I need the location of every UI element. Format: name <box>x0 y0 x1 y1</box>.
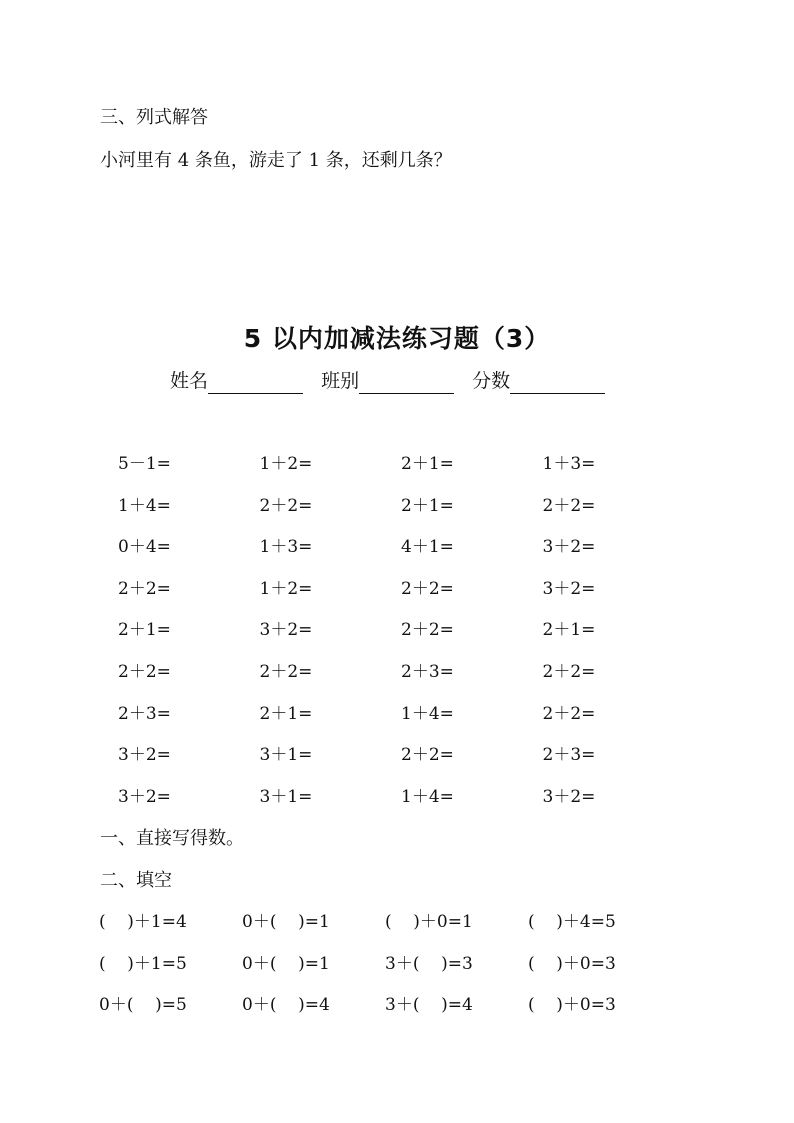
name-field <box>170 368 303 394</box>
calc-item: 2＋2= <box>401 620 454 641</box>
calculation-grid <box>118 453 684 827</box>
calc-item: 4＋1= <box>401 537 454 558</box>
calc-item: 3＋2= <box>542 578 596 599</box>
calc-item: 2＋2= <box>118 661 171 682</box>
calc-item: 2＋2= <box>401 578 454 599</box>
fill-item: 0＋( )=4 <box>242 995 330 1015</box>
word-problem: 小河里有 4 条鱼，游走了 1 条，还剩几条？ <box>100 150 452 171</box>
fill-item: ( )＋0=3 <box>528 953 616 974</box>
calc-item: 2＋2= <box>542 495 596 516</box>
calc-item: 3＋2= <box>542 537 596 558</box>
calc-row <box>118 619 684 661</box>
name-blank[interactable] <box>208 373 303 394</box>
calc-item: 3＋2= <box>259 620 313 641</box>
calc-item: 2＋2= <box>259 495 313 516</box>
calc-item: 2＋2= <box>542 703 596 724</box>
section-three-heading: 三、列式解答 <box>100 107 208 128</box>
calc-row <box>118 453 684 495</box>
calc-item: 5－1= <box>118 454 171 474</box>
calc-item: 1＋3= <box>542 454 596 474</box>
calc-item: 2＋2= <box>118 578 171 599</box>
calc-item: 1＋4= <box>401 786 454 807</box>
student-info-line <box>170 368 617 394</box>
calc-row <box>118 786 684 828</box>
fill-item: ( )＋1=5 <box>99 953 187 974</box>
fill-item: 0＋( )=1 <box>242 953 330 974</box>
calc-item: 2＋3= <box>118 703 171 724</box>
class-field <box>321 368 454 394</box>
calc-item: 3＋2= <box>118 745 171 766</box>
worksheet-title: 5 以内加减法练习题（3） <box>243 324 551 353</box>
section-one-heading: 一、直接写得数。 <box>100 828 244 849</box>
calc-item: 2＋1= <box>401 495 454 516</box>
fill-row <box>99 911 671 953</box>
calc-item: 2＋2= <box>401 745 454 766</box>
fill-item: 3＋( )=4 <box>385 995 473 1015</box>
calc-row <box>118 578 684 620</box>
fill-row <box>99 953 671 995</box>
score-label: 分数 <box>472 370 511 392</box>
class-blank[interactable] <box>359 373 454 394</box>
score-blank[interactable] <box>510 373 605 394</box>
calc-item: 2＋1= <box>401 454 454 474</box>
calc-row <box>118 536 684 578</box>
calc-row <box>118 703 684 745</box>
calc-item: 0＋4= <box>118 537 171 558</box>
fill-item: ( )＋0=1 <box>385 912 473 932</box>
calc-item: 2＋1= <box>542 620 596 641</box>
calc-item: 2＋1= <box>259 703 313 724</box>
calc-item: 2＋2= <box>542 661 596 682</box>
calc-item: 2＋2= <box>259 661 313 682</box>
fill-item: ( )＋0=3 <box>528 995 616 1015</box>
fill-in-grid <box>99 911 671 1036</box>
calc-row <box>118 661 684 703</box>
calc-item: 3＋1= <box>259 745 313 766</box>
calc-item: 1＋3= <box>259 537 313 558</box>
calc-item: 1＋4= <box>118 495 171 516</box>
calc-item: 2＋3= <box>542 745 596 766</box>
fill-item: 3＋( )=3 <box>385 953 473 974</box>
calc-item: 2＋1= <box>118 620 171 641</box>
calc-row <box>118 495 684 537</box>
calc-item: 1＋4= <box>401 703 454 724</box>
class-label: 班别 <box>321 370 360 392</box>
fill-item: ( )＋4=5 <box>528 912 616 932</box>
name-label: 姓名 <box>170 370 209 392</box>
calc-item: 1＋2= <box>259 454 313 474</box>
calc-item: 3＋2= <box>118 786 171 807</box>
fill-item: 0＋( )=1 <box>242 912 330 932</box>
score-field <box>472 368 605 394</box>
calc-item: 2＋3= <box>401 661 454 682</box>
calc-item: 1＋2= <box>259 578 313 599</box>
calc-row <box>118 744 684 786</box>
fill-item: 0＋( )=5 <box>99 995 187 1015</box>
calc-item: 3＋1= <box>259 786 313 807</box>
section-two-heading: 二、填空 <box>100 870 172 891</box>
fill-item: ( )＋1=4 <box>99 912 187 932</box>
fill-row <box>99 994 671 1036</box>
calc-item: 3＋2= <box>542 786 596 807</box>
